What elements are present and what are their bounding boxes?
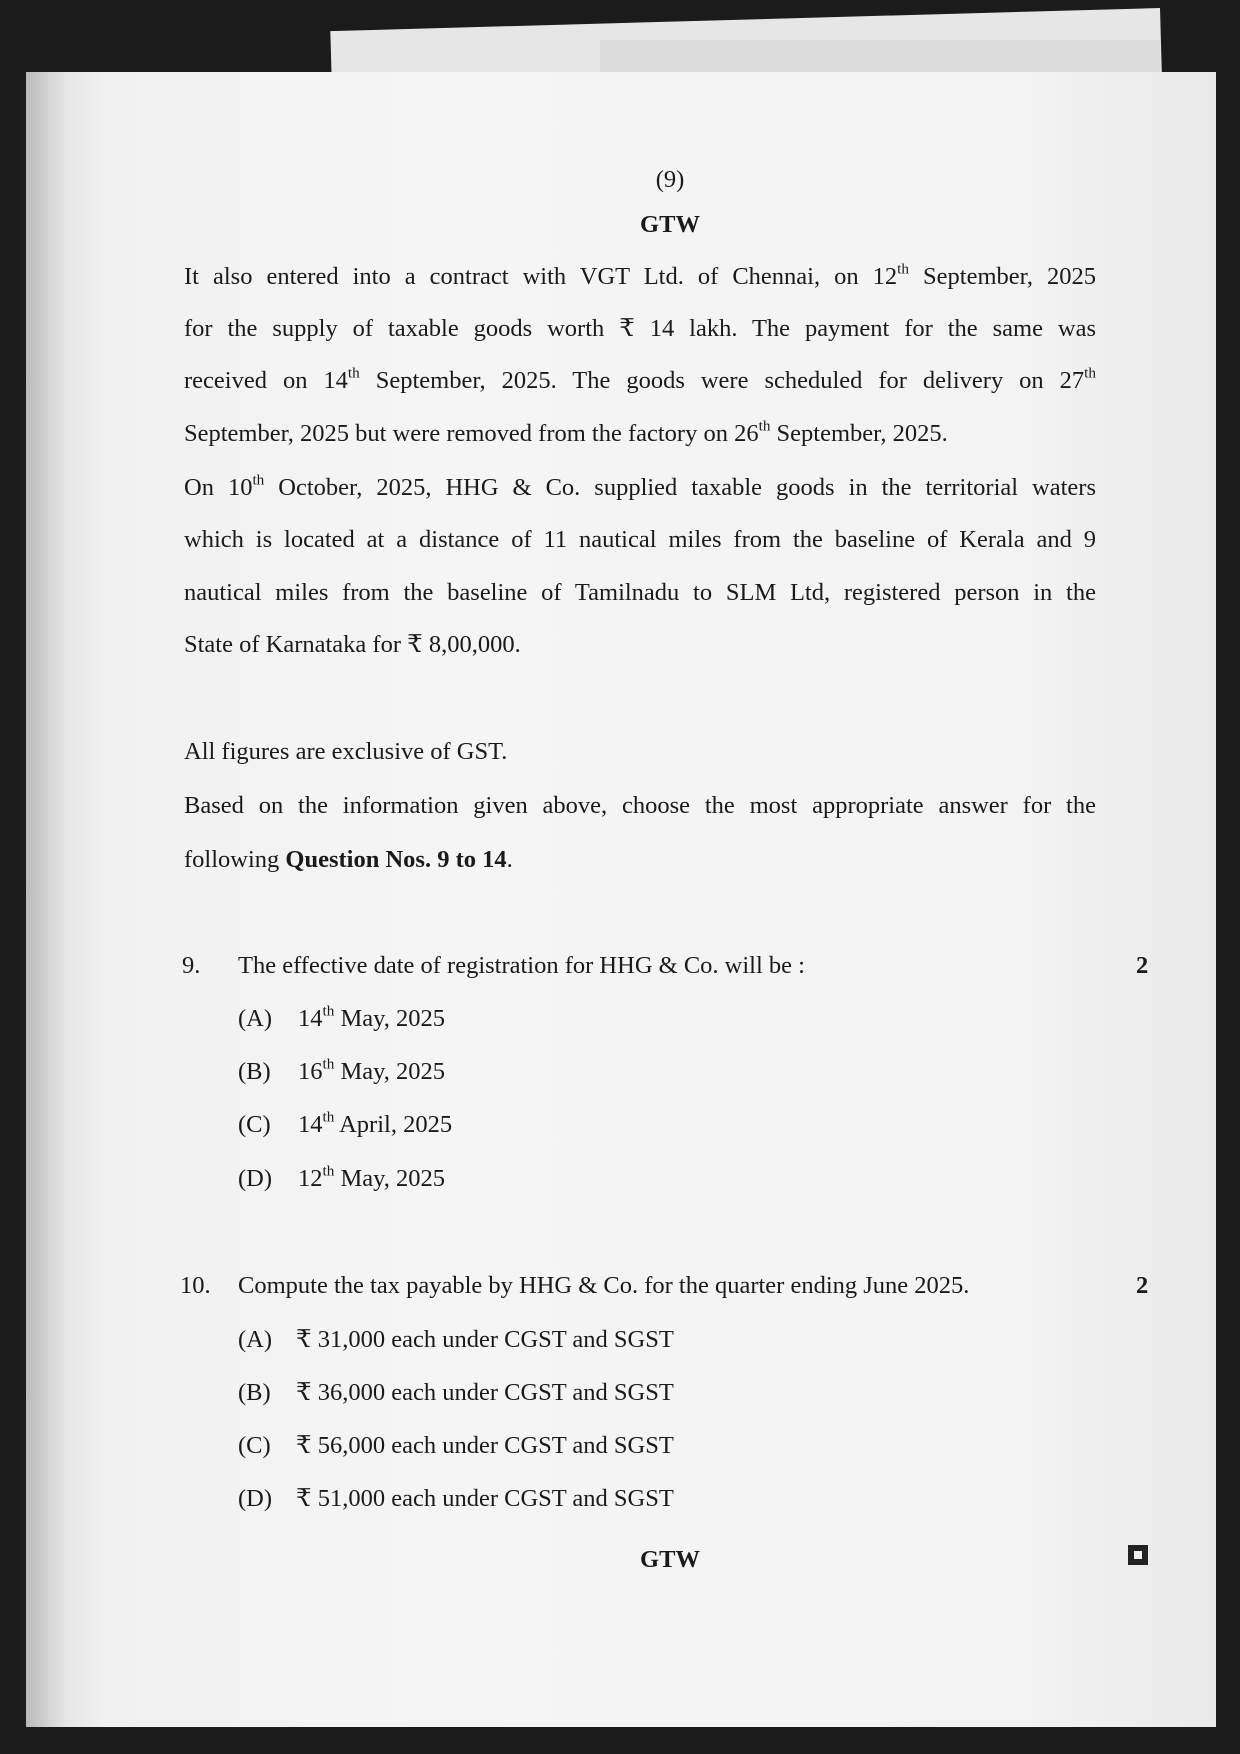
option-text: ₹ 56,000 each under CGST and SGST: [296, 1432, 674, 1459]
option-text: 14th April, 2025: [298, 1108, 453, 1138]
option-label: (B): [238, 1058, 271, 1085]
option-text: 14th May, 2025: [298, 1002, 446, 1032]
passage-line: for the supply of taxable goods worth ₹ 14 lakh. The payment for the same was: [184, 315, 1096, 342]
question-marks: 2: [1136, 952, 1149, 979]
option-label: (D): [238, 1165, 273, 1192]
page-binding-shadow: [26, 72, 66, 1727]
option-label: (D): [238, 1485, 273, 1512]
passage-line: State of Karnataka for ₹ 8,00,000.: [184, 631, 521, 658]
option-text: ₹ 36,000 each under CGST and SGST: [296, 1379, 674, 1406]
option-label: (C): [238, 1111, 271, 1138]
instruction-line: Based on the information given above, choose the most appropriate answer for the: [184, 792, 1096, 819]
question-text: Compute the tax payable by HHG & Co. for the quarter ending June 2025.: [238, 1272, 970, 1299]
passage-line: nautical miles from the baseline of Tamilnadu to SLM Ltd, registered person in the: [184, 579, 1096, 606]
option-label: (C): [238, 1432, 271, 1459]
passage-line: On 10th October, 2025, HHG & Co. supplied taxable goods in the territorial waters: [184, 471, 1096, 501]
option-label: (B): [238, 1379, 271, 1406]
option-text: 16th May, 2025: [298, 1055, 446, 1085]
paper-code-header: GTW: [640, 211, 700, 238]
option-label: (A): [238, 1326, 273, 1353]
instruction-line: following Question Nos. 9 to 14.: [184, 846, 513, 873]
question-text: The effective date of registration for HHG & Co. will be :: [238, 952, 805, 979]
question-number: 10.: [180, 1272, 211, 1299]
question-number: 9.: [182, 952, 201, 979]
passage-line: which is located at a distance of 11 nautical miles from the baseline of Kerala and 9: [184, 526, 1096, 553]
option-label: (A): [238, 1005, 273, 1032]
option-text: ₹ 31,000 each under CGST and SGST: [296, 1326, 674, 1353]
passage-line: received on 14th September, 2025. The goods were scheduled for delivery on 27th: [184, 364, 1096, 394]
option-text: 12th May, 2025: [298, 1162, 446, 1192]
square-box-icon: [1128, 1545, 1148, 1565]
passage-line: September, 2025 but were removed from the factory on 26th September, 2025.: [184, 417, 948, 447]
option-text: ₹ 51,000 each under CGST and SGST: [296, 1485, 674, 1512]
passage-line: It also entered into a contract with VGT Ltd. of Chennai, on 12th September, 2025: [184, 260, 1096, 290]
question-marks: 2: [1136, 1272, 1149, 1299]
paper-code-footer: GTW: [640, 1546, 700, 1573]
note-text: All figures are exclusive of GST.: [184, 738, 508, 765]
page-number: (9): [655, 166, 685, 193]
